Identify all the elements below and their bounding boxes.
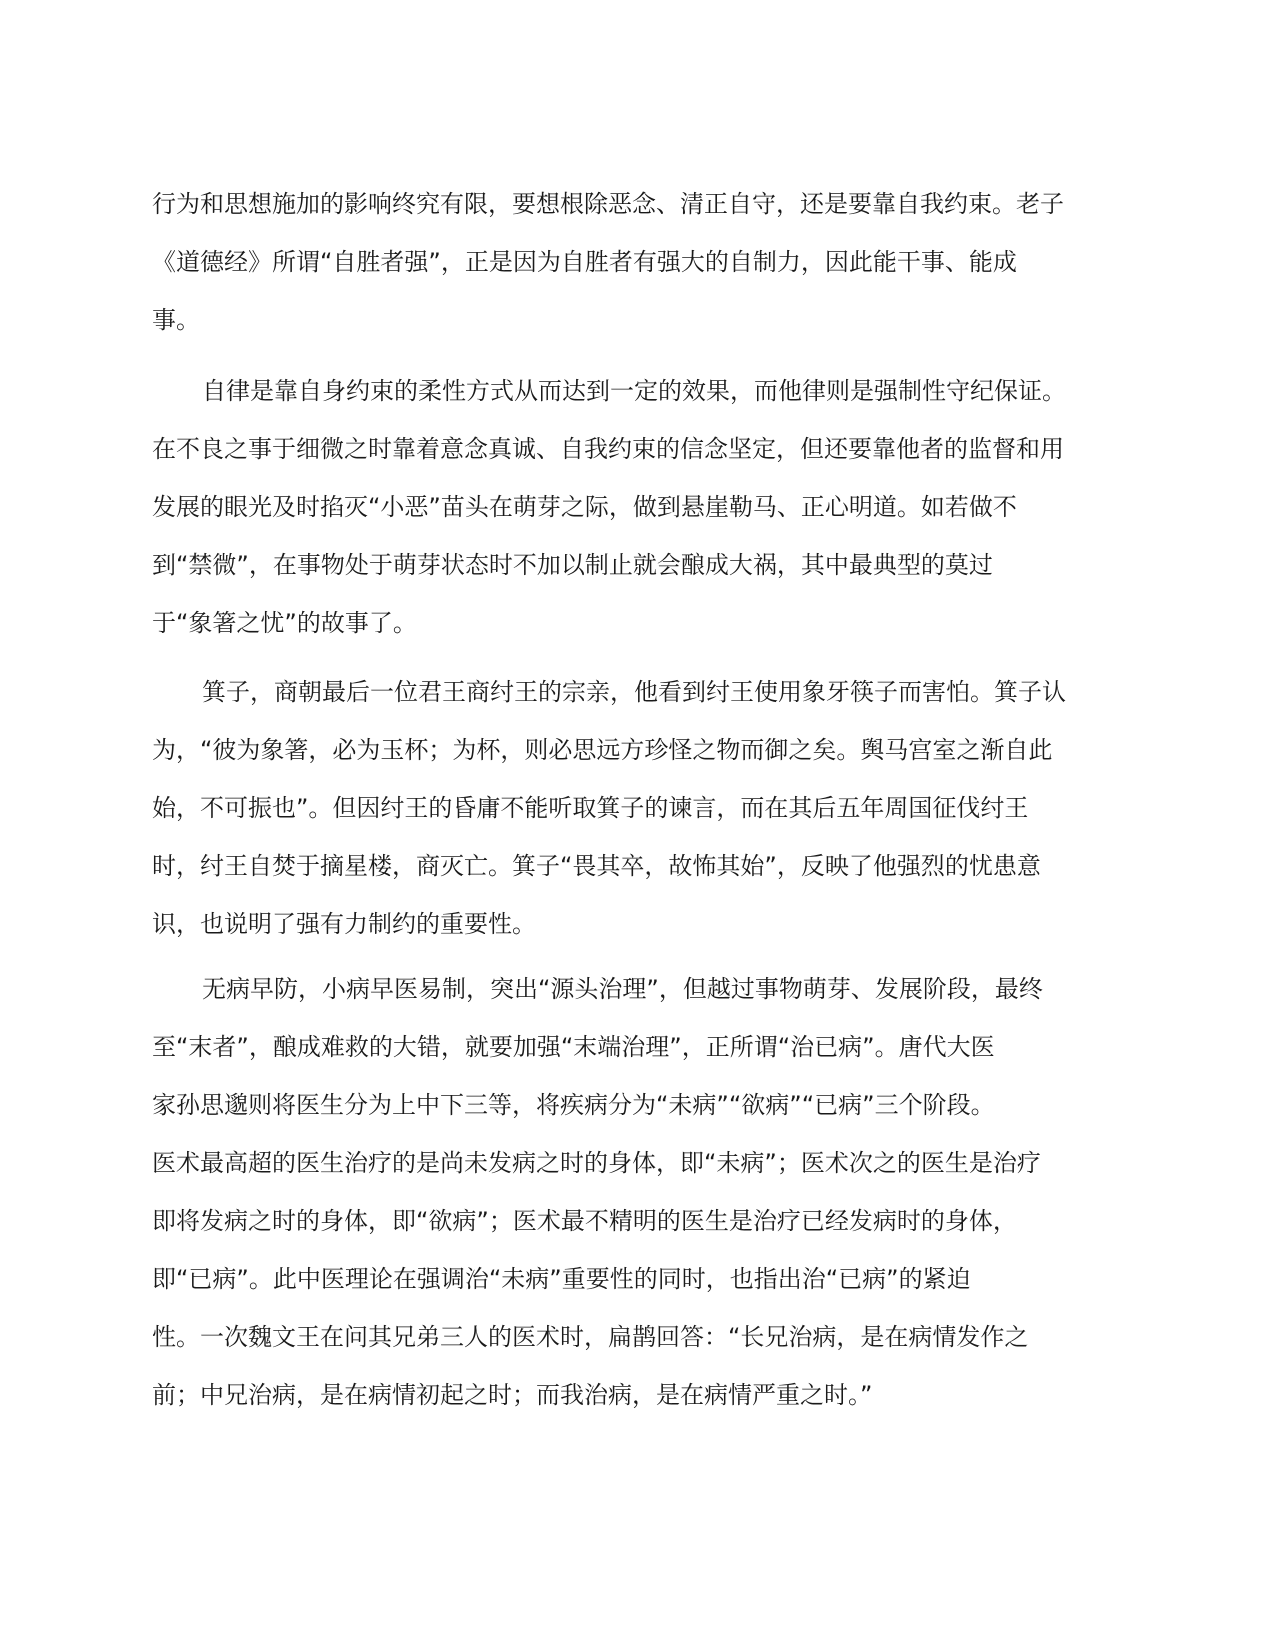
text-line: 即“已病”。此中医理论在强调治“未病”重要性的同时，也指出治“已病”的紧迫 [152, 1265, 971, 1293]
paragraph-1 [152, 175, 1112, 349]
text-line: 自律是靠自身约束的柔性方式从而达到一定的效果，而他律则是强制性守纪保证。 [202, 377, 1066, 405]
text-line: 无病早防，小病早医易制，突出“源头治理”，但越过事物萌芽、发展阶段，最终 [202, 975, 1043, 1003]
paragraph-2 [152, 362, 1112, 652]
text-line: 前；中兄治病，是在病情初起之时；而我治病，是在病情严重之时。” [152, 1381, 873, 1409]
text-line: 在不良之事于细微之时靠着意念真诚、自我约束的信念坚定，但还要靠他者的监督和用 [152, 435, 1064, 463]
text-line: 为，“彼为象箸，必为玉杯；为杯，则必思远方珍怪之物而御之矣。舆马宫室之渐自此 [152, 736, 1053, 764]
text-line: 即将发病之时的身体，即“欲病”；医术最不精明的医生是治疗已经发病时的身体， [152, 1207, 1017, 1235]
text-line: 始，不可振也”。但因纣王的昏庸不能听取箕子的谏言，而在其后五年周国征伐纣王 [152, 794, 1029, 822]
paragraph-4 [152, 960, 1112, 1424]
text-line: 事。 [152, 306, 200, 334]
text-line: 性。一次魏文王在问其兄弟三人的医术时，扁鹊回答：“长兄治病，是在病情发作之 [152, 1323, 1029, 1351]
text-line: 家孙思邈则将医生分为上中下三等，将疾病分为“未病”“欲病”“已病”三个阶段。 [152, 1091, 995, 1119]
text-line: 识，也说明了强有力制约的重要性。 [152, 910, 536, 938]
text-line: 到“禁微”，在事物处于萌芽状态时不加以制止就会酿成大祸，其中最典型的莫过 [152, 551, 993, 579]
text-line: 《道德经》所谓“自胜者强”，正是因为自胜者有强大的自制力，因此能干事、能成 [152, 248, 1017, 276]
text-line: 于“象箸之忧”的故事了。 [152, 609, 417, 637]
text-line: 箕子，商朝最后一位君王商纣王的宗亲，他看到纣王使用象牙筷子而害怕。箕子认 [202, 678, 1066, 706]
text-line: 时，纣王自焚于摘星楼，商灭亡。箕子“畏其卒，故怖其始”，反映了他强烈的忧患意 [152, 852, 1041, 880]
text-line: 医术最高超的医生治疗的是尚未发病之时的身体，即“未病”；医术次之的医生是治疗 [152, 1149, 1041, 1177]
text-line: 至“末者”，酿成难救的大错，就要加强“末端治理”，正所谓“治已病”。唐代大医 [152, 1033, 995, 1061]
paragraph-3 [152, 663, 1112, 953]
text-line: 发展的眼光及时掐灭“小恶”苗头在萌芽之际，做到悬崖勒马、正心明道。如若做不 [152, 493, 1017, 521]
text-line: 行为和思想施加的影响终究有限，要想根除恶念、清正自守，还是要靠自我约束。老子 [152, 190, 1064, 218]
